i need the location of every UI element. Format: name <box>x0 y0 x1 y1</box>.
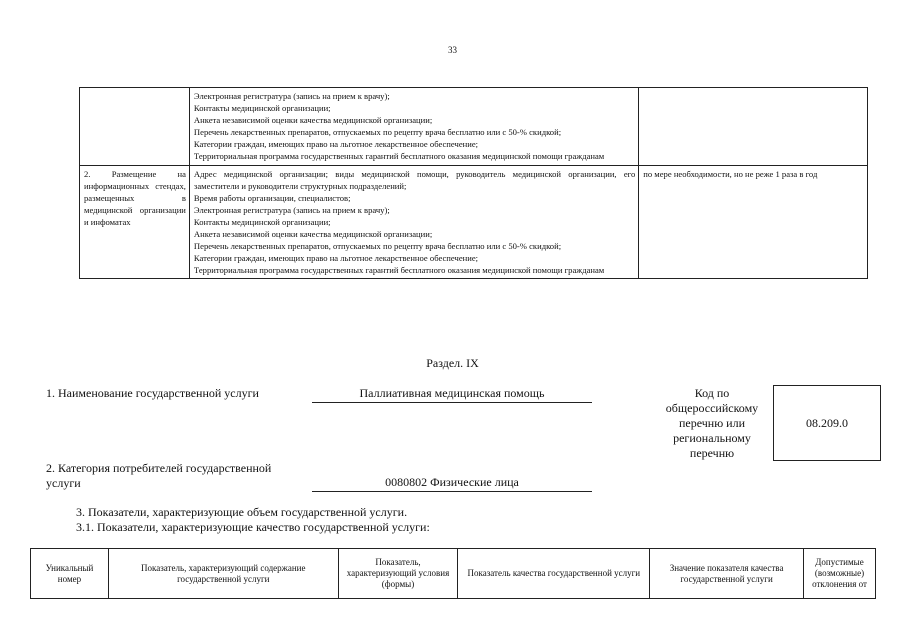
content-line: Контакты медицинской организации; <box>193 216 331 227</box>
section-title: Раздел. IX <box>426 356 479 370</box>
content-line: Анкета независимой оценки качества медицинской организации; <box>193 115 433 126</box>
table-cell-method <box>80 165 190 279</box>
table-cell-content <box>189 165 638 279</box>
header-unique-number: Уникальный номер <box>31 549 109 599</box>
code-label: Код по общероссийскому перечню или региональному перечню <box>665 386 759 460</box>
content-line: Контакты медицинской организации; <box>193 103 331 114</box>
header-conditions-indicator: Показатель, характеризующий условия (формы) <box>338 549 458 599</box>
table-cell-frequency <box>639 88 868 166</box>
consumer-category-label: 2. Категория потребителей государственной услуги <box>46 461 272 490</box>
consumer-category-value: 0080802 Физические лица <box>312 475 592 492</box>
content-line: Категории граждан, имеющих право на льготное лекарственное обеспечение; <box>193 253 479 264</box>
content-line: Анкета независимой оценки качества медицинской организации; <box>193 229 433 240</box>
table-row <box>80 165 868 279</box>
content-line: Адрес медицинской организации; виды медицинской помощи, руководитель медицинской организации, его заместители и руководители структурных подразделений; <box>193 168 636 191</box>
page-number: 33 <box>448 45 457 55</box>
table-cell-content <box>189 88 638 166</box>
table-cell-method <box>80 88 190 166</box>
header-quality-indicator: Показатель качества государственной услуги <box>458 549 650 599</box>
method-text: 2. Размещение на информационных стендах, размещенных в медицинской организации и инфоматах <box>84 168 186 227</box>
content-line: Территориальная программа государственных гарантий бесплатного оказания медицинской помощи гражданам <box>193 151 605 162</box>
services-info-table <box>79 87 868 279</box>
header-content-indicator: Показатель, характеризующий содержание государственной услуги <box>108 549 338 599</box>
table-row <box>80 88 868 166</box>
code-value: 08.209.0 <box>806 415 848 430</box>
code-box <box>773 385 881 461</box>
content-line: Перечень лекарственных препаратов, отпускаемых по рецепту врача бесплатно или с 50-% скидкой; <box>193 241 562 252</box>
table-header-row <box>31 549 876 599</box>
content-line: Электронная регистратура (запись на прием к врачу); <box>193 204 390 215</box>
content-line: Категории граждан, имеющих право на льготное лекарственное обеспечение; <box>193 139 479 150</box>
header-quality-value: Значение показателя качества государственной услуги <box>650 549 804 599</box>
volume-indicators-heading: 3. Показатели, характеризующие объем государственной услуги. <box>76 505 408 519</box>
service-name-label: 1. Наименование государственной услуги <box>46 386 259 400</box>
quality-indicators-table <box>30 548 876 599</box>
content-line: Время работы организации, специалистов; <box>193 192 351 203</box>
quality-indicators-heading: 3.1. Показатели, характеризующие качество государственной услуги: <box>76 520 430 534</box>
service-name-value: Паллиативная медицинская помощь <box>312 386 592 403</box>
content-line: Территориальная программа государственных гарантий бесплатного оказания медицинской помощи гражданам <box>193 265 605 276</box>
header-allowed-deviation: Допустимые (возможные) отклонения от <box>803 549 875 599</box>
content-line: Перечень лекарственных препаратов, отпускаемых по рецепту врача бесплатно или с 50-% скидкой; <box>193 127 562 138</box>
table-cell-frequency: по мере необходимости, но не реже 1 раза в год <box>639 165 868 279</box>
content-line: Электронная регистратура (запись на прием к врачу); <box>193 91 390 101</box>
